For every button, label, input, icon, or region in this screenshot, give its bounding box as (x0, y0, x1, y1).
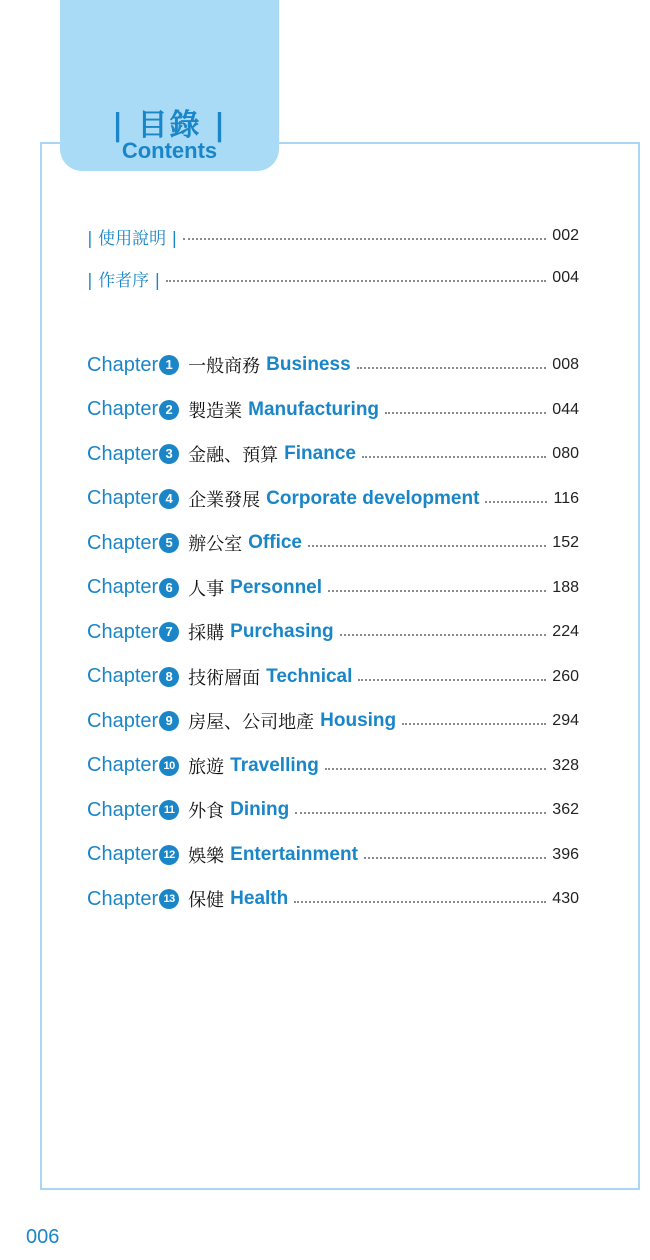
chapter-number-badge: 3 (159, 444, 179, 464)
chapter-number-badge: 6 (159, 578, 179, 598)
toc-page-number: 152 (552, 534, 579, 551)
chapter-word: Chapter (87, 665, 159, 687)
chapter-title-cn: 辦公室 (188, 534, 243, 555)
toc-chapter-row[interactable] (87, 706, 579, 736)
toc-intro-row[interactable] (87, 263, 579, 293)
toc-chapter-row[interactable] (87, 751, 579, 781)
dot-leader (358, 679, 546, 681)
dot-leader (385, 412, 546, 414)
chapter-word: Chapter (87, 576, 159, 598)
toc-page-number: 430 (552, 890, 579, 907)
chapter-title-cn: 企業發展 (188, 489, 261, 511)
chapter-title-cn: 一般商務 (188, 356, 261, 377)
toc-chapter-row[interactable] (87, 484, 579, 514)
dot-leader (328, 590, 546, 592)
chapter-title-cn: 人事 (188, 578, 225, 600)
chapter-title-en: Business (266, 354, 351, 375)
toc-page-number: 080 (552, 445, 579, 462)
chapter-number-badge: 13 (159, 889, 179, 909)
toc-page-number: 002 (552, 227, 579, 244)
toc-page-number: 188 (552, 578, 579, 596)
chapter-word: Chapter (87, 709, 159, 732)
contents-title-en: Contents (121, 138, 218, 163)
chapter-title-cn: 製造業 (188, 400, 243, 422)
chapter-number-badge: 5 (159, 533, 179, 553)
chapter-number-badge: 1 (159, 355, 179, 375)
chapter-title-cn: 保健 (188, 890, 225, 911)
chapter-number-badge: 4 (159, 489, 179, 509)
chapter-word: Chapter (87, 887, 159, 910)
dot-leader (357, 367, 547, 369)
toc-chapter-row[interactable] (87, 884, 579, 914)
chapter-title-en: Housing (320, 710, 397, 731)
dot-leader (362, 456, 546, 458)
chapter-title-en: Entertainment (230, 843, 358, 865)
chapter-number-badge: 12 (159, 845, 179, 865)
contents-tab (60, 0, 279, 171)
chapter-title-en: Personnel (230, 576, 323, 598)
toc-chapter-row[interactable] (87, 617, 579, 647)
chapter-title-en: Health (230, 888, 289, 909)
chapter-title-en: Travelling (230, 754, 319, 776)
chapter-number-badge: 8 (159, 667, 179, 687)
chapter-title-cn: 金融、預算 (188, 445, 279, 466)
toc-chapter-row[interactable] (87, 662, 579, 692)
chapter-title-cn: 旅遊 (188, 756, 225, 778)
dot-leader (402, 723, 546, 725)
dot-leader (166, 280, 546, 282)
dot-leader (325, 768, 546, 770)
toc-chapter-row[interactable] (87, 840, 579, 870)
toc-page-number: 362 (552, 801, 579, 818)
dot-leader (364, 857, 546, 859)
toc-page-number: 396 (552, 845, 579, 863)
toc-page-number: 294 (552, 712, 579, 729)
chapter-title-en: Purchasing (230, 621, 334, 642)
chapter-word: Chapter (87, 843, 159, 865)
dot-leader (485, 501, 547, 503)
chapter-word: Chapter (87, 442, 159, 465)
dot-leader (340, 634, 547, 636)
page-number: 006 (26, 1226, 60, 1248)
chapter-title-cn: 娛樂 (188, 845, 225, 867)
chapter-title-cn: 房屋、公司地產 (188, 712, 315, 733)
chapter-title-cn: 採購 (188, 623, 225, 644)
contents-title-cn: | 目錄 | (112, 108, 227, 143)
toc-chapter-row[interactable] (87, 573, 579, 603)
chapter-word: Chapter (87, 798, 159, 821)
dot-leader (308, 545, 546, 547)
toc-page-number: 004 (552, 269, 579, 286)
toc-page-number: 116 (553, 489, 579, 507)
chapter-word: Chapter (87, 620, 159, 643)
chapter-word: Chapter (87, 353, 159, 376)
toc-intro-label: | 作者序 | (87, 270, 161, 291)
toc-chapter-row[interactable] (87, 395, 579, 425)
chapter-title-en: Technical (266, 665, 353, 687)
chapter-word: Chapter (87, 754, 159, 776)
chapter-title-en: Office (248, 532, 303, 553)
toc-chapter-row[interactable] (87, 350, 579, 380)
toc-intro-row[interactable] (87, 221, 579, 251)
toc-intro-label: | 使用說明 | (87, 228, 178, 249)
chapter-number-badge: 11 (159, 800, 179, 820)
chapter-number-badge: 7 (159, 622, 179, 642)
dot-leader (294, 901, 546, 903)
chapter-title-en: Dining (230, 799, 290, 820)
toc-chapter-row[interactable] (87, 528, 579, 558)
toc-page-number: 260 (552, 667, 579, 685)
chapter-word: Chapter (87, 531, 159, 554)
chapter-title-en: Corporate development (266, 487, 480, 509)
toc-chapter-row[interactable] (87, 439, 579, 469)
dot-leader (183, 238, 546, 240)
chapter-title-en: Finance (284, 443, 356, 464)
toc-page-number: 044 (552, 400, 579, 418)
toc-chapter-row[interactable] (87, 795, 579, 825)
chapter-title-en: Manufacturing (248, 398, 380, 420)
chapter-number-badge: 9 (159, 711, 179, 731)
chapter-title-cn: 技術層面 (188, 667, 261, 689)
chapter-word: Chapter (87, 487, 159, 509)
toc-page-number: 328 (552, 756, 579, 774)
chapter-number-badge: 2 (159, 400, 179, 420)
chapter-title-cn: 外食 (188, 801, 225, 822)
toc-page-number: 008 (552, 356, 579, 373)
dot-leader (295, 812, 546, 814)
chapter-number-badge: 10 (159, 756, 179, 776)
toc-page-number: 224 (552, 623, 579, 640)
chapter-word: Chapter (87, 398, 159, 420)
